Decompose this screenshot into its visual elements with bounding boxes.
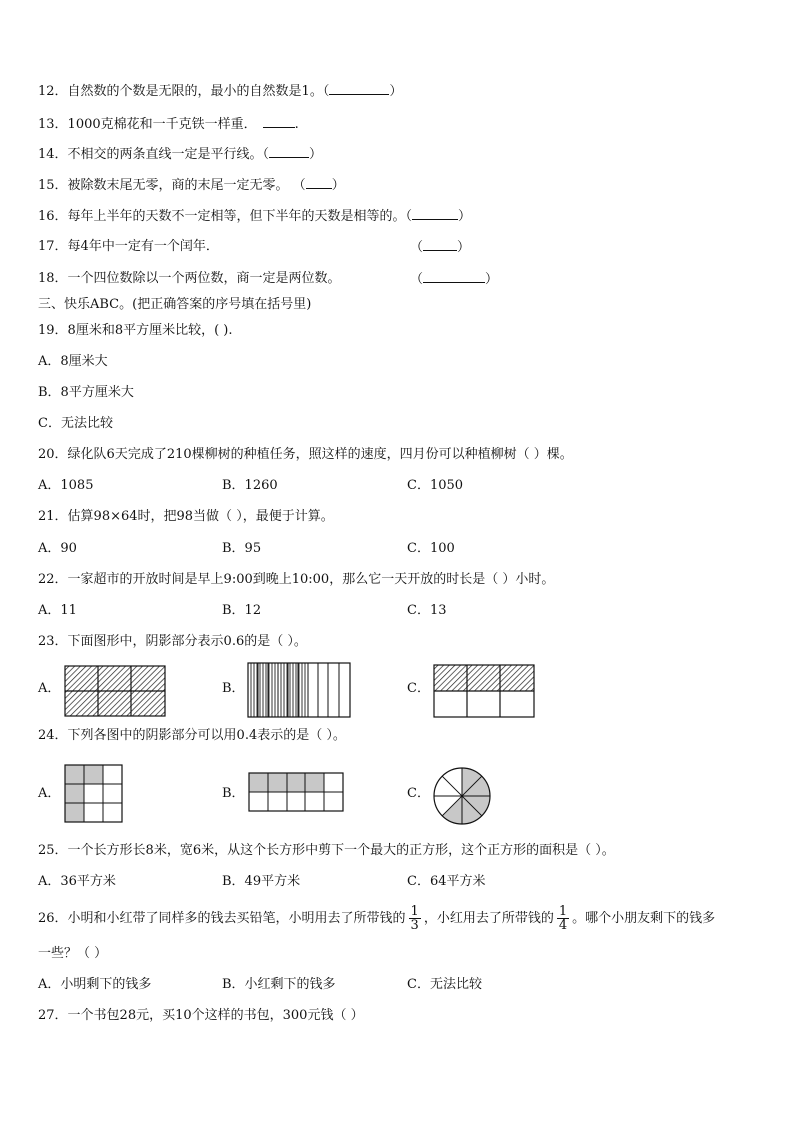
question-16 [38, 208, 471, 225]
q21-option-a[interactable]: A．90 [38, 541, 77, 556]
q26-part1: 26．小明和小红带了同样多的钱去买铅笔，小明用去了所带钱的 [38, 911, 406, 926]
q24-option-b[interactable]: B． [222, 786, 245, 801]
q22-option-c[interactable]: C．13 [407, 603, 447, 618]
q24-option-c[interactable]: C． [407, 786, 430, 801]
paren-close: ） [331, 178, 345, 193]
q23-option-c[interactable]: C． [407, 681, 430, 696]
q26-option-b[interactable]: B．小红剩下的钱多 [222, 977, 336, 992]
q19-option-a[interactable]: A．8厘米大 [38, 354, 108, 369]
question-23: 23．下面图形中，阴影部分表示0.6的是（ ）。 [38, 634, 307, 649]
answer-blank[interactable] [263, 116, 295, 128]
q25-option-a[interactable]: A．36平方米 [38, 874, 116, 889]
question-13 [38, 116, 299, 133]
q26-part2: ，小红用去了所带钱的 [423, 911, 554, 926]
answer-blank[interactable] [306, 177, 332, 189]
fraction-one-third: $\frac{1}{3}$ [410, 904, 419, 933]
question-16-text: 16．每年上半年的天数不一定相等，但下半年的天数是相等的。（ [38, 209, 413, 224]
q22-option-a[interactable]: A．11 [38, 603, 77, 618]
q26-part3: 。哪个小朋友剩下的钱多 [572, 911, 716, 926]
question-21: 21．估算98×64时，把98当做（ ），最便于计算。 [38, 509, 334, 524]
q24-figure-a[interactable] [64, 764, 124, 824]
q21-option-c[interactable]: C．100 [407, 541, 455, 556]
q22-option-b[interactable]: B．12 [222, 603, 262, 618]
q24-figure-c[interactable] [432, 766, 492, 826]
question-18-paren: （ ） [410, 272, 499, 287]
paren-close: ） [309, 147, 323, 162]
question-15-text: 15．被除数末尾无零，商的末尾一定无零。 （ [38, 178, 306, 193]
q19-option-b[interactable]: B．8平方厘米大 [38, 385, 134, 400]
q23-figure-a[interactable] [64, 665, 166, 717]
q26-option-a[interactable]: A．小明剩下的钱多 [38, 977, 152, 992]
q24-figure-b[interactable] [248, 772, 344, 812]
question-24: 24．下列各图中的阴影部分可以用0.4表示的是（ ）。 [38, 728, 346, 743]
question-15 [38, 177, 345, 194]
q24-option-a[interactable]: A． [38, 786, 61, 801]
q23-option-a[interactable]: A． [38, 681, 61, 696]
q23-figure-c[interactable] [433, 664, 535, 718]
q23-figure-b[interactable] [247, 662, 351, 718]
q25-option-c[interactable]: C．64平方米 [407, 874, 486, 889]
q25-option-b[interactable]: B．49平方米 [222, 874, 301, 889]
question-17-text: 17．每4年中一定有一个闰年． [38, 239, 219, 254]
answer-blank[interactable] [329, 83, 389, 95]
question-14-text: 14．不相交的两条直线一定是平行线。（ [38, 147, 270, 162]
question-14 [38, 146, 322, 163]
question-22: 22．一家超市的开放时间是早上9:00到晚上10:00，那么它一天开放的时长是（ ）小时。 [38, 572, 555, 587]
question-25: 25．一个长方形长8米，宽6米，从这个长方形中剪下一个最大的正方形，这个正方形的面积是（ ）。 [38, 843, 615, 858]
question-17-paren: （ ） [410, 240, 471, 255]
q26-option-c[interactable]: C．无法比较 [407, 977, 482, 992]
answer-blank[interactable] [423, 271, 485, 283]
period: . [294, 117, 299, 132]
answer-blank[interactable] [269, 146, 309, 158]
question-26 [38, 898, 715, 940]
q21-option-b[interactable]: B．95 [222, 541, 262, 556]
question-13-text: 13．1000克棉花和一千克铁一样重． [38, 117, 257, 132]
paren-close: ） [389, 84, 403, 99]
q19-option-c[interactable]: C．无法比较 [38, 416, 113, 431]
question-18 [38, 271, 341, 287]
question-12 [38, 83, 402, 100]
question-17 [38, 239, 219, 255]
question-19: 19．8厘米和8平方厘米比较，( ). [38, 323, 233, 338]
answer-blank[interactable] [423, 239, 457, 251]
paren-close: ） [458, 209, 472, 224]
question-20: 20．绿化队6天完成了210棵柳树的种植任务，照这样的速度，四月份可以种植柳树（ ）棵。 [38, 447, 573, 462]
question-27: 27．一个书包28元，买10个这样的书包，300元钱（ ） [38, 1008, 364, 1023]
q23-option-b[interactable]: B． [222, 681, 245, 696]
question-12-text: 12．自然数的个数是无限的，最小的自然数是1。（ [38, 84, 330, 99]
fraction-one-fourth: $\frac{1}{4}$ [558, 904, 568, 933]
q20-option-c[interactable]: C．1050 [407, 478, 464, 493]
q20-option-b[interactable]: B．1260 [222, 478, 278, 493]
question-18-text: 18．一个四位数除以一个两位数，商一定是两位数。 [38, 271, 341, 286]
q20-option-a[interactable]: A．1085 [38, 478, 94, 493]
section-3-heading: 三、快乐ABC。(把正确答案的序号填在括号里) [38, 297, 312, 312]
answer-blank[interactable] [412, 208, 458, 220]
question-26-line2: 一些？（ ） [38, 946, 108, 961]
